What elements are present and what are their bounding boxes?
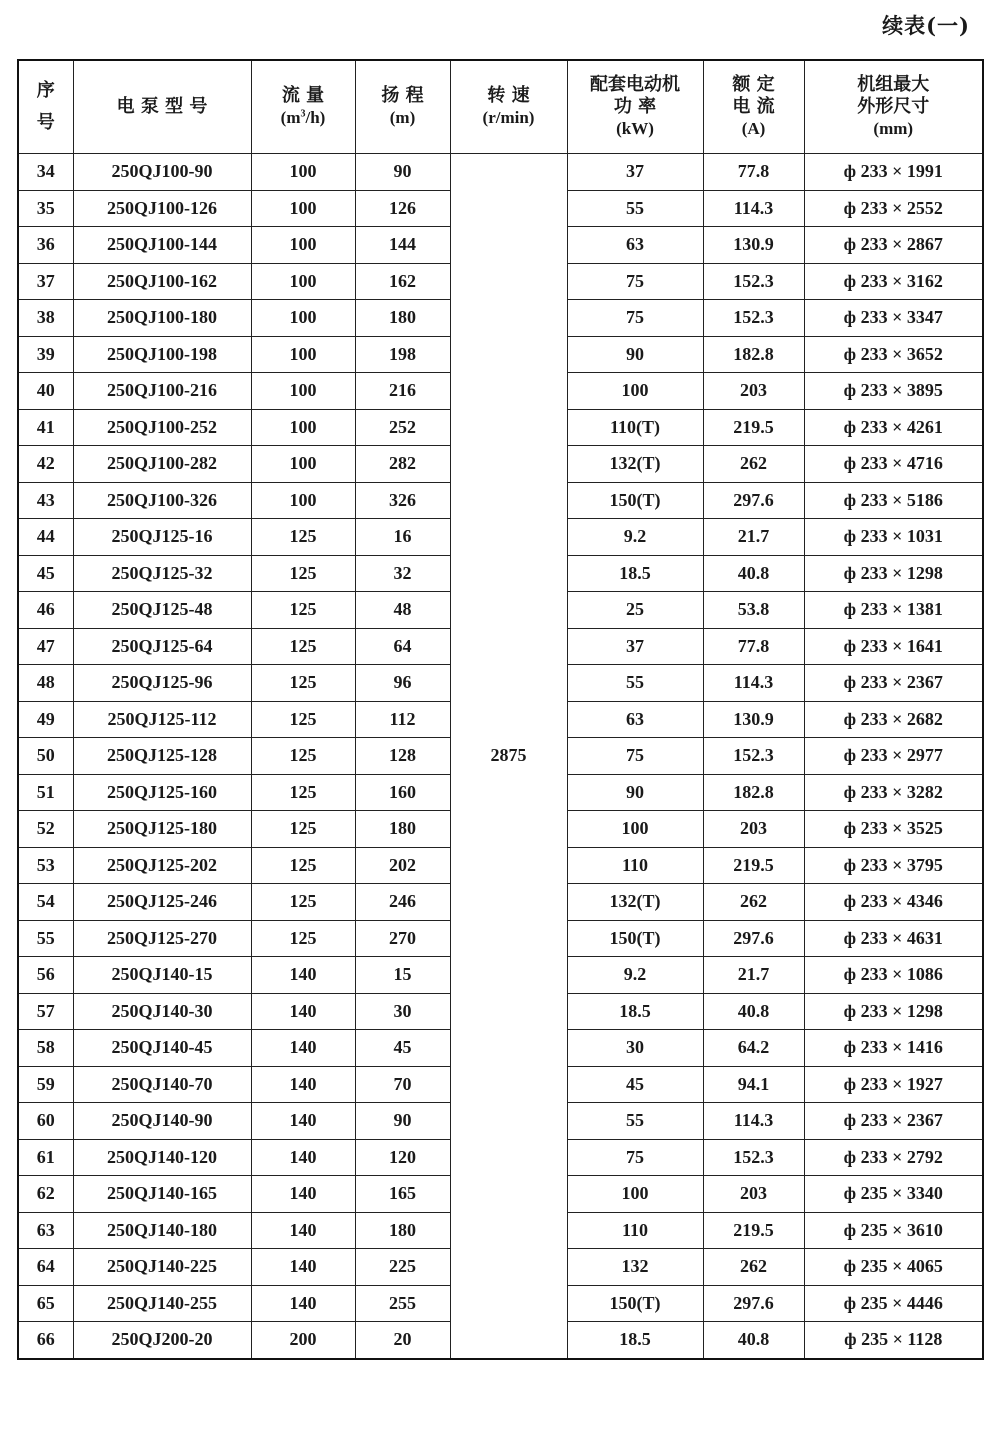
- cell-no: 62: [18, 1176, 73, 1213]
- cell-dim: ф 233 × 3652: [804, 336, 983, 373]
- cell-model: 250QJ125-160: [73, 774, 251, 811]
- cell-current: 182.8: [703, 336, 804, 373]
- cell-current: 219.5: [703, 847, 804, 884]
- cell-current: 297.6: [703, 482, 804, 519]
- cell-no: 34: [18, 154, 73, 191]
- cell-no: 56: [18, 957, 73, 994]
- cell-head: 126: [355, 190, 450, 227]
- cell-no: 45: [18, 555, 73, 592]
- cell-flow: 125: [251, 665, 355, 702]
- cell-no: 40: [18, 373, 73, 410]
- cell-model: 250QJ125-32: [73, 555, 251, 592]
- cell-power: 132: [567, 1249, 703, 1286]
- cell-power: 18.5: [567, 1322, 703, 1359]
- cell-no: 37: [18, 263, 73, 300]
- cell-flow: 100: [251, 263, 355, 300]
- cell-no: 57: [18, 993, 73, 1030]
- cell-dim: ф 233 × 2552: [804, 190, 983, 227]
- header-row: [18, 60, 983, 154]
- cell-power: 90: [567, 336, 703, 373]
- cell-flow: 140: [251, 993, 355, 1030]
- cell-head: 70: [355, 1066, 450, 1103]
- cell-power: 75: [567, 263, 703, 300]
- cell-power: 30: [567, 1030, 703, 1067]
- cell-dim: ф 233 × 1991: [804, 154, 983, 191]
- cell-flow: 140: [251, 1066, 355, 1103]
- cell-head: 32: [355, 555, 450, 592]
- cell-no: 35: [18, 190, 73, 227]
- cell-current: 114.3: [703, 665, 804, 702]
- cell-model: 250QJ140-225: [73, 1249, 251, 1286]
- cell-dim: ф 233 × 3795: [804, 847, 983, 884]
- cell-flow: 100: [251, 336, 355, 373]
- cell-power: 132(T): [567, 446, 703, 483]
- cell-no: 44: [18, 519, 73, 556]
- cell-flow: 125: [251, 555, 355, 592]
- cell-head: 198: [355, 336, 450, 373]
- cell-power: 55: [567, 1103, 703, 1140]
- cell-current: 40.8: [703, 993, 804, 1030]
- cell-dim: ф 233 × 3162: [804, 263, 983, 300]
- cell-current: 297.6: [703, 920, 804, 957]
- cell-current: 152.3: [703, 300, 804, 337]
- cell-power: 150(T): [567, 1285, 703, 1322]
- cell-dim: ф 233 × 1031: [804, 519, 983, 556]
- cell-no: 51: [18, 774, 73, 811]
- cell-power: 55: [567, 190, 703, 227]
- cell-model: 250QJ125-246: [73, 884, 251, 921]
- cell-dim: ф 235 × 3340: [804, 1176, 983, 1213]
- cell-power: 132(T): [567, 884, 703, 921]
- cell-no: 49: [18, 701, 73, 738]
- cell-dim: ф 233 × 1641: [804, 628, 983, 665]
- cell-head: 270: [355, 920, 450, 957]
- header-model: 电 泵 型 号: [73, 60, 251, 154]
- cell-no: 63: [18, 1212, 73, 1249]
- cell-model: 250QJ140-70: [73, 1066, 251, 1103]
- cell-flow: 200: [251, 1322, 355, 1359]
- pump-spec-table: [17, 59, 984, 1360]
- cell-no: 52: [18, 811, 73, 848]
- cell-head: 120: [355, 1139, 450, 1176]
- cell-no: 38: [18, 300, 73, 337]
- table-row: [18, 154, 983, 191]
- cell-flow: 100: [251, 190, 355, 227]
- cell-power: 75: [567, 1139, 703, 1176]
- cell-flow: 140: [251, 1212, 355, 1249]
- cell-dim: ф 235 × 4065: [804, 1249, 983, 1286]
- cell-no: 58: [18, 1030, 73, 1067]
- cell-no: 61: [18, 1139, 73, 1176]
- table-body: [18, 154, 983, 1359]
- cell-current: 262: [703, 446, 804, 483]
- cell-dim: ф 233 × 1927: [804, 1066, 983, 1103]
- cell-head: 64: [355, 628, 450, 665]
- cell-power: 110: [567, 847, 703, 884]
- cell-current: 219.5: [703, 1212, 804, 1249]
- header-no: 序号: [18, 60, 73, 154]
- cell-dim: ф 233 × 3282: [804, 774, 983, 811]
- cell-flow: 100: [251, 227, 355, 264]
- cell-model: 250QJ140-120: [73, 1139, 251, 1176]
- cell-model: 250QJ100-282: [73, 446, 251, 483]
- continued-label: 续表(一): [882, 13, 970, 38]
- cell-dim: ф 235 × 1128: [804, 1322, 983, 1359]
- cell-power: 110: [567, 1212, 703, 1249]
- cell-power: 37: [567, 154, 703, 191]
- cell-flow: 125: [251, 774, 355, 811]
- cell-head: 202: [355, 847, 450, 884]
- header-head: 扬 程 (m): [355, 60, 450, 154]
- cell-no: 50: [18, 738, 73, 775]
- cell-flow: 140: [251, 1176, 355, 1213]
- cell-flow: 125: [251, 847, 355, 884]
- cell-head: 96: [355, 665, 450, 702]
- cell-head: 180: [355, 1212, 450, 1249]
- cell-no: 48: [18, 665, 73, 702]
- cell-head: 326: [355, 482, 450, 519]
- cell-current: 152.3: [703, 263, 804, 300]
- cell-current: 152.3: [703, 738, 804, 775]
- cell-model: 250QJ140-15: [73, 957, 251, 994]
- cell-model: 250QJ140-45: [73, 1030, 251, 1067]
- cell-flow: 125: [251, 738, 355, 775]
- cell-flow: 125: [251, 884, 355, 921]
- cell-dim: ф 233 × 3347: [804, 300, 983, 337]
- cell-head: 90: [355, 154, 450, 191]
- cell-no: 66: [18, 1322, 73, 1359]
- cell-flow: 100: [251, 154, 355, 191]
- cell-dim: ф 233 × 1298: [804, 555, 983, 592]
- cell-head: 128: [355, 738, 450, 775]
- cell-dim: ф 233 × 2977: [804, 738, 983, 775]
- cell-current: 114.3: [703, 1103, 804, 1140]
- cell-flow: 140: [251, 1285, 355, 1322]
- cell-model: 250QJ100-90: [73, 154, 251, 191]
- cell-head: 90: [355, 1103, 450, 1140]
- cell-head: 180: [355, 300, 450, 337]
- cell-model: 250QJ140-90: [73, 1103, 251, 1140]
- cell-power: 90: [567, 774, 703, 811]
- cell-head: 30: [355, 993, 450, 1030]
- cell-no: 36: [18, 227, 73, 264]
- cell-no: 46: [18, 592, 73, 629]
- cell-current: 114.3: [703, 190, 804, 227]
- cell-head: 255: [355, 1285, 450, 1322]
- header-current: 额 定 电 流 (A): [703, 60, 804, 154]
- cell-model: 250QJ100-252: [73, 409, 251, 446]
- cell-power: 25: [567, 592, 703, 629]
- cell-current: 297.6: [703, 1285, 804, 1322]
- cell-flow: 140: [251, 1103, 355, 1140]
- cell-model: 250QJ125-270: [73, 920, 251, 957]
- cell-model: 250QJ100-180: [73, 300, 251, 337]
- cell-head: 45: [355, 1030, 450, 1067]
- cell-model: 250QJ125-202: [73, 847, 251, 884]
- cell-current: 21.7: [703, 519, 804, 556]
- cell-dim: ф 233 × 4716: [804, 446, 983, 483]
- cell-no: 54: [18, 884, 73, 921]
- cell-dim: ф 235 × 4446: [804, 1285, 983, 1322]
- cell-dim: ф 233 × 2367: [804, 1103, 983, 1140]
- cell-dim: ф 233 × 1381: [804, 592, 983, 629]
- cell-model: 250QJ100-126: [73, 190, 251, 227]
- cell-head: 162: [355, 263, 450, 300]
- cell-dim: ф 233 × 1298: [804, 993, 983, 1030]
- cell-model: 250QJ125-16: [73, 519, 251, 556]
- cell-model: 250QJ200-20: [73, 1322, 251, 1359]
- cell-head: 15: [355, 957, 450, 994]
- cell-dim: ф 233 × 4631: [804, 920, 983, 957]
- cell-dim: ф 233 × 2682: [804, 701, 983, 738]
- cell-power: 63: [567, 701, 703, 738]
- cell-flow: 140: [251, 957, 355, 994]
- cell-flow: 100: [251, 446, 355, 483]
- cell-power: 150(T): [567, 920, 703, 957]
- cell-power: 100: [567, 373, 703, 410]
- cell-flow: 125: [251, 920, 355, 957]
- cell-no: 59: [18, 1066, 73, 1103]
- cell-model: 250QJ125-96: [73, 665, 251, 702]
- cell-no: 60: [18, 1103, 73, 1140]
- cell-power: 75: [567, 300, 703, 337]
- cell-no: 39: [18, 336, 73, 373]
- cell-model: 250QJ100-326: [73, 482, 251, 519]
- cell-flow: 125: [251, 628, 355, 665]
- cell-head: 16: [355, 519, 450, 556]
- cell-power: 150(T): [567, 482, 703, 519]
- cell-current: 53.8: [703, 592, 804, 629]
- cell-current: 203: [703, 811, 804, 848]
- cell-power: 55: [567, 665, 703, 702]
- cell-flow: 100: [251, 373, 355, 410]
- cell-dim: ф 233 × 2867: [804, 227, 983, 264]
- cell-head: 252: [355, 409, 450, 446]
- cell-current: 40.8: [703, 1322, 804, 1359]
- cell-current: 77.8: [703, 154, 804, 191]
- cell-flow: 125: [251, 519, 355, 556]
- cell-dim: ф 233 × 1086: [804, 957, 983, 994]
- header-power: 配套电动机 功 率 (kW): [567, 60, 703, 154]
- cell-current: 64.2: [703, 1030, 804, 1067]
- cell-flow: 140: [251, 1249, 355, 1286]
- cell-head: 20: [355, 1322, 450, 1359]
- cell-dim: ф 233 × 2792: [804, 1139, 983, 1176]
- cell-no: 41: [18, 409, 73, 446]
- cell-dim: ф 235 × 3610: [804, 1212, 983, 1249]
- cell-head: 225: [355, 1249, 450, 1286]
- cell-head: 160: [355, 774, 450, 811]
- cell-power: 75: [567, 738, 703, 775]
- cell-dim: ф 233 × 3525: [804, 811, 983, 848]
- flow-unit: $(m^3/h)$: [280, 108, 326, 127]
- cell-no: 55: [18, 920, 73, 957]
- cell-current: 21.7: [703, 957, 804, 994]
- cell-current: 203: [703, 373, 804, 410]
- cell-current: 219.5: [703, 409, 804, 446]
- cell-flow: 140: [251, 1139, 355, 1176]
- cell-head: 48: [355, 592, 450, 629]
- cell-no: 65: [18, 1285, 73, 1322]
- cell-no: 64: [18, 1249, 73, 1286]
- cell-no: 47: [18, 628, 73, 665]
- cell-flow: 100: [251, 409, 355, 446]
- cell-dim: ф 233 × 2367: [804, 665, 983, 702]
- cell-head: 246: [355, 884, 450, 921]
- cell-no: 53: [18, 847, 73, 884]
- cell-model: 250QJ125-128: [73, 738, 251, 775]
- cell-speed: 2875: [450, 154, 567, 1359]
- cell-current: 262: [703, 1249, 804, 1286]
- cell-model: 250QJ140-255: [73, 1285, 251, 1322]
- cell-model: 250QJ100-216: [73, 373, 251, 410]
- cell-power: 37: [567, 628, 703, 665]
- cell-model: 250QJ100-198: [73, 336, 251, 373]
- header-speed: 转 速 (r/min): [450, 60, 567, 154]
- cell-current: 130.9: [703, 701, 804, 738]
- cell-model: 250QJ140-165: [73, 1176, 251, 1213]
- cell-current: 94.1: [703, 1066, 804, 1103]
- cell-model: 250QJ125-64: [73, 628, 251, 665]
- cell-power: 110(T): [567, 409, 703, 446]
- cell-no: 42: [18, 446, 73, 483]
- cell-dim: ф 233 × 5186: [804, 482, 983, 519]
- cell-power: 100: [567, 1176, 703, 1213]
- cell-head: 216: [355, 373, 450, 410]
- cell-model: 250QJ100-162: [73, 263, 251, 300]
- cell-dim: ф 233 × 4346: [804, 884, 983, 921]
- cell-power: 18.5: [567, 993, 703, 1030]
- cell-current: 152.3: [703, 1139, 804, 1176]
- cell-current: 40.8: [703, 555, 804, 592]
- cell-power: 9.2: [567, 957, 703, 994]
- cell-head: 144: [355, 227, 450, 264]
- cell-flow: 140: [251, 1030, 355, 1067]
- cell-no: 43: [18, 482, 73, 519]
- cell-current: 182.8: [703, 774, 804, 811]
- cell-current: 203: [703, 1176, 804, 1213]
- cell-model: 250QJ125-180: [73, 811, 251, 848]
- cell-head: 165: [355, 1176, 450, 1213]
- cell-power: 63: [567, 227, 703, 264]
- cell-flow: 125: [251, 811, 355, 848]
- cell-flow: 125: [251, 701, 355, 738]
- cell-model: 250QJ125-48: [73, 592, 251, 629]
- cell-power: 100: [567, 811, 703, 848]
- cell-dim: ф 233 × 4261: [804, 409, 983, 446]
- cell-model: 250QJ140-30: [73, 993, 251, 1030]
- cell-power: 9.2: [567, 519, 703, 556]
- cell-model: 250QJ100-144: [73, 227, 251, 264]
- cell-dim: ф 233 × 1416: [804, 1030, 983, 1067]
- cell-power: 18.5: [567, 555, 703, 592]
- cell-head: 112: [355, 701, 450, 738]
- cell-model: 250QJ125-112: [73, 701, 251, 738]
- header-dimensions: 机组最大 外形尺寸 (mm): [804, 60, 983, 154]
- cell-current: 130.9: [703, 227, 804, 264]
- cell-power: 45: [567, 1066, 703, 1103]
- cell-head: 282: [355, 446, 450, 483]
- cell-model: 250QJ140-180: [73, 1212, 251, 1249]
- cell-current: 77.8: [703, 628, 804, 665]
- cell-dim: ф 233 × 3895: [804, 373, 983, 410]
- cell-head: 180: [355, 811, 450, 848]
- cell-flow: 100: [251, 482, 355, 519]
- cell-flow: 100: [251, 300, 355, 337]
- cell-flow: 125: [251, 592, 355, 629]
- header-flow: 流 量 $(m^3/h)$: [251, 60, 355, 154]
- cell-current: 262: [703, 884, 804, 921]
